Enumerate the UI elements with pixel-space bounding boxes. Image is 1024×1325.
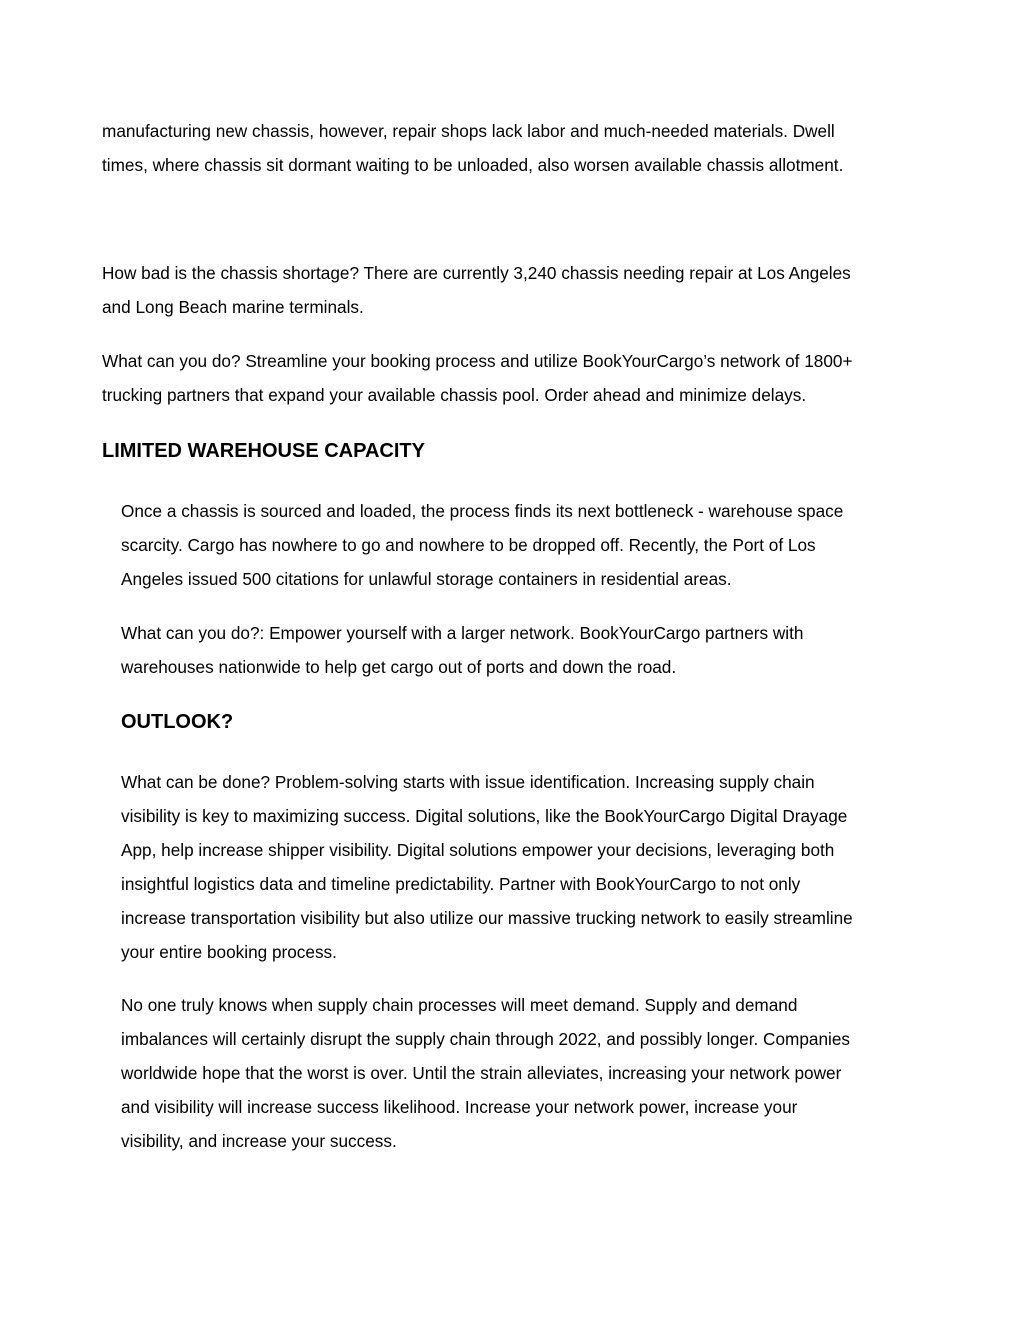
text-line: warehouses nationwide to help get cargo out of ports and down the road. xyxy=(121,657,677,677)
text-line: No one truly knows when supply chain processes will meet demand. Supply and demand xyxy=(121,995,798,1015)
text-line: increase transportation visibility but also utilize our massive trucking network to easily streamline xyxy=(121,908,853,928)
paragraph-what-can-be-done xyxy=(121,765,853,969)
text-line: trucking partners that expand your available chassis pool. Order ahead and minimize delays. xyxy=(102,385,807,405)
text-line: worldwide hope that the worst is over. Until the strain alleviates, increasing your network power xyxy=(121,1063,842,1083)
text-line: and Long Beach marine terminals. xyxy=(102,297,364,317)
text-line: What can be done? Problem-solving starts with issue identification. Increasing supply chain xyxy=(121,772,815,792)
text-line: What can you do? Streamline your booking process and utilize BookYourCargo’s network of 1800+ xyxy=(102,351,853,371)
text-line: visibility is key to maximizing success. Digital solutions, like the BookYourCargo Digital Drayage xyxy=(121,806,848,826)
text-line: Once a chassis is sourced and loaded, the process finds its next bottleneck - warehouse space xyxy=(121,501,844,521)
paragraph-supply-demand xyxy=(121,988,850,1158)
text-line: times, where chassis sit dormant waiting to be unloaded, also worsen available chassis allotment. xyxy=(102,155,844,175)
heading-outlook: OUTLOOK? xyxy=(121,711,234,733)
paragraph-warehouse-scarcity xyxy=(121,494,843,596)
text-line: insightful logistics data and timeline predictability. Partner with BookYourCargo to not only xyxy=(121,874,801,894)
text-line: manufacturing new chassis, however, repair shops lack labor and much-needed materials. Dwell xyxy=(102,121,835,141)
paragraph-what-can-you-do-warehouse xyxy=(121,616,803,684)
heading-limited-warehouse-capacity: LIMITED WAREHOUSE CAPACITY xyxy=(102,440,425,462)
text-line: scarcity. Cargo has nowhere to go and nowhere to be dropped off. Recently, the Port of Los xyxy=(121,535,816,555)
text-line: How bad is the chassis shortage? There are currently 3,240 chassis needing repair at Los Angeles xyxy=(102,263,851,283)
text-line: What can you do?: Empower yourself with a larger network. BookYourCargo partners with xyxy=(121,623,804,643)
text-line: visibility, and increase your success. xyxy=(121,1131,397,1151)
paragraph-chassis-repair xyxy=(102,114,843,182)
text-line: your entire booking process. xyxy=(121,942,337,962)
text-line: Angeles issued 500 citations for unlawful storage containers in residential areas. xyxy=(121,569,732,589)
paragraph-chassis-shortage xyxy=(102,256,851,324)
text-line: App, help increase shipper visibility. Digital solutions empower your decisions, leveraging both xyxy=(121,840,835,860)
text-line: and visibility will increase success likelihood. Increase your network power, increase your xyxy=(121,1097,798,1117)
text-line: imbalances will certainly disrupt the supply chain through 2022, and possibly longer. Companies xyxy=(121,1029,850,1049)
paragraph-what-can-you-do-chassis xyxy=(102,344,853,412)
